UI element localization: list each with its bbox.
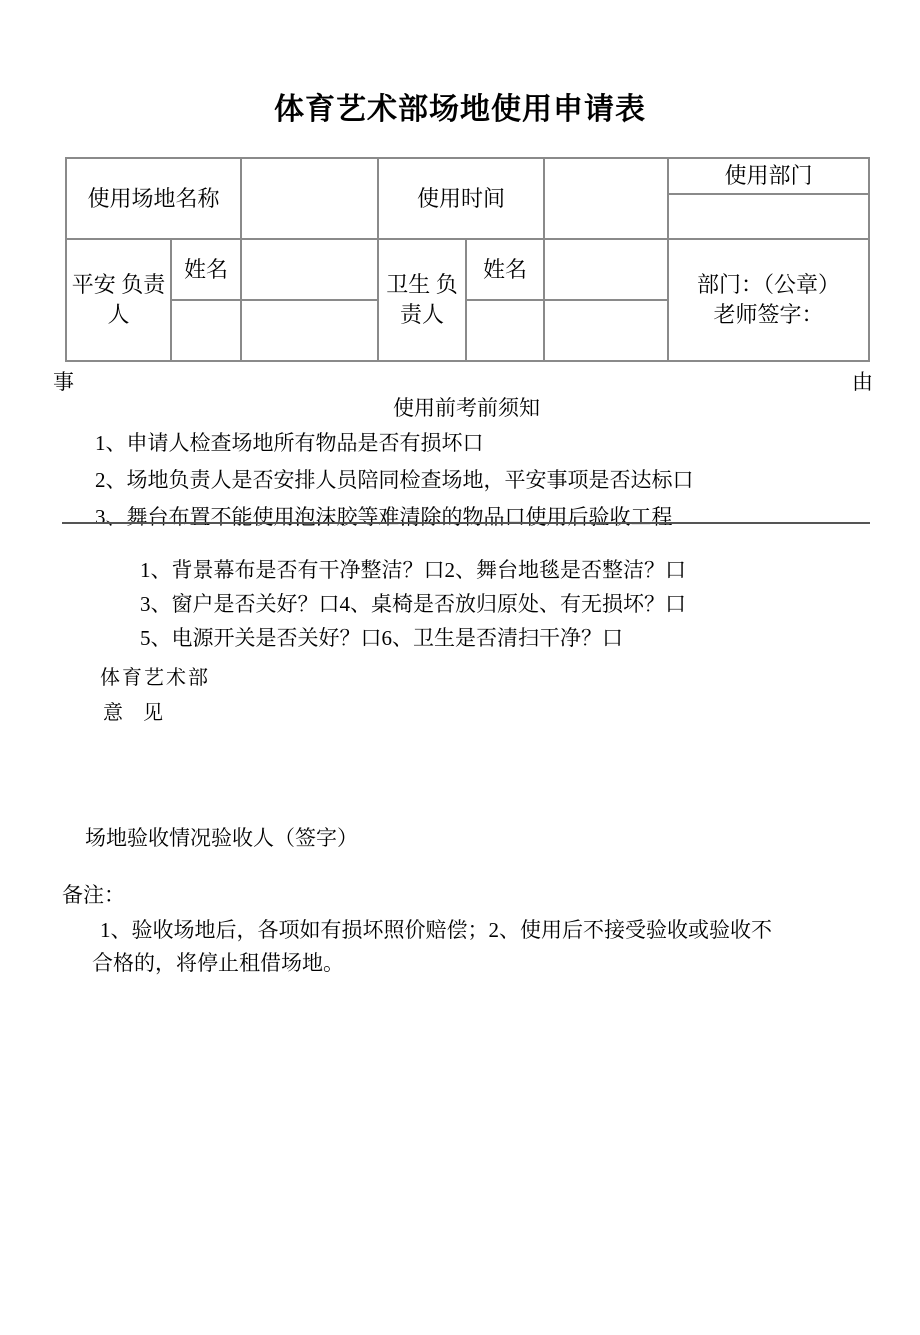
safety-extra-cell-right[interactable] <box>241 300 378 361</box>
checklist-line: 3、窗户是否关好？口4、桌椅是否放归原处、有无损坏？口 <box>140 592 686 616</box>
post-use-checklist <box>140 556 686 658</box>
application-table <box>65 157 870 362</box>
opinion-department-name: 体育艺术部 <box>100 667 210 689</box>
safety-extra-cell-left[interactable] <box>171 300 241 361</box>
use-time-label: 使用时间 <box>378 158 544 239</box>
hygiene-extra-cell-left[interactable] <box>466 300 544 361</box>
hygiene-name-label: 姓名 <box>466 239 544 300</box>
page-title: 体育艺术部场地使用申请表 <box>274 93 646 126</box>
use-time-value-cell[interactable] <box>544 158 668 239</box>
notice-item: 1、申请人检查场地所有物品是否有损坏口 <box>95 431 484 455</box>
safety-person-label: 平安 负责人 <box>66 239 171 361</box>
hygiene-name-value-cell[interactable] <box>544 239 668 300</box>
department-seal-signature-cell[interactable] <box>668 239 869 361</box>
venue-name-value-cell[interactable] <box>241 158 378 239</box>
teacher-signature-line: 老师签字： <box>713 302 824 327</box>
checklist-line: 1、背景幕布是否有干净整洁？口2、舞台地毯是否整洁？口 <box>140 558 686 582</box>
remarks-text-line: 1、验收场地后，各项如有损坏照价赔偿；2、使用后不接受验收或验收不 <box>100 918 772 942</box>
notice-item: 3、舞台布置不能使用泡沫胶等难清除的物品口使用后验收工程 <box>95 505 673 529</box>
opinion-label: 意 见 <box>103 702 163 724</box>
notice-item: 2、场地负责人是否安排人员陪同检查场地，平安事项是否达标口 <box>95 468 694 492</box>
safety-name-label: 姓名 <box>171 239 241 300</box>
remarks-text-line: 合格的，将停止租借场地。 <box>92 951 344 975</box>
reason-label-right: 由 <box>852 370 873 394</box>
section-divider-line <box>62 522 870 524</box>
remarks-label: 备注： <box>62 883 125 907</box>
hygiene-person-label: 卫生 负责人 <box>378 239 466 361</box>
venue-name-label: 使用场地名称 <box>66 158 241 239</box>
reason-label-left: 事 <box>53 370 74 394</box>
notice-heading: 使用前考前须知 <box>393 396 540 420</box>
use-department-value-cell[interactable] <box>668 194 869 239</box>
hygiene-extra-cell-right[interactable] <box>544 300 668 361</box>
acceptance-signature-label: 场地验收情况验收人（签字） <box>85 826 358 850</box>
safety-name-value-cell[interactable] <box>241 239 378 300</box>
checklist-line: 5、电源开关是否关好？口6、卫生是否清扫干净？口 <box>140 626 623 650</box>
use-department-label: 使用部门 <box>668 158 869 194</box>
department-seal-line: 部门：（公章） <box>697 272 841 298</box>
